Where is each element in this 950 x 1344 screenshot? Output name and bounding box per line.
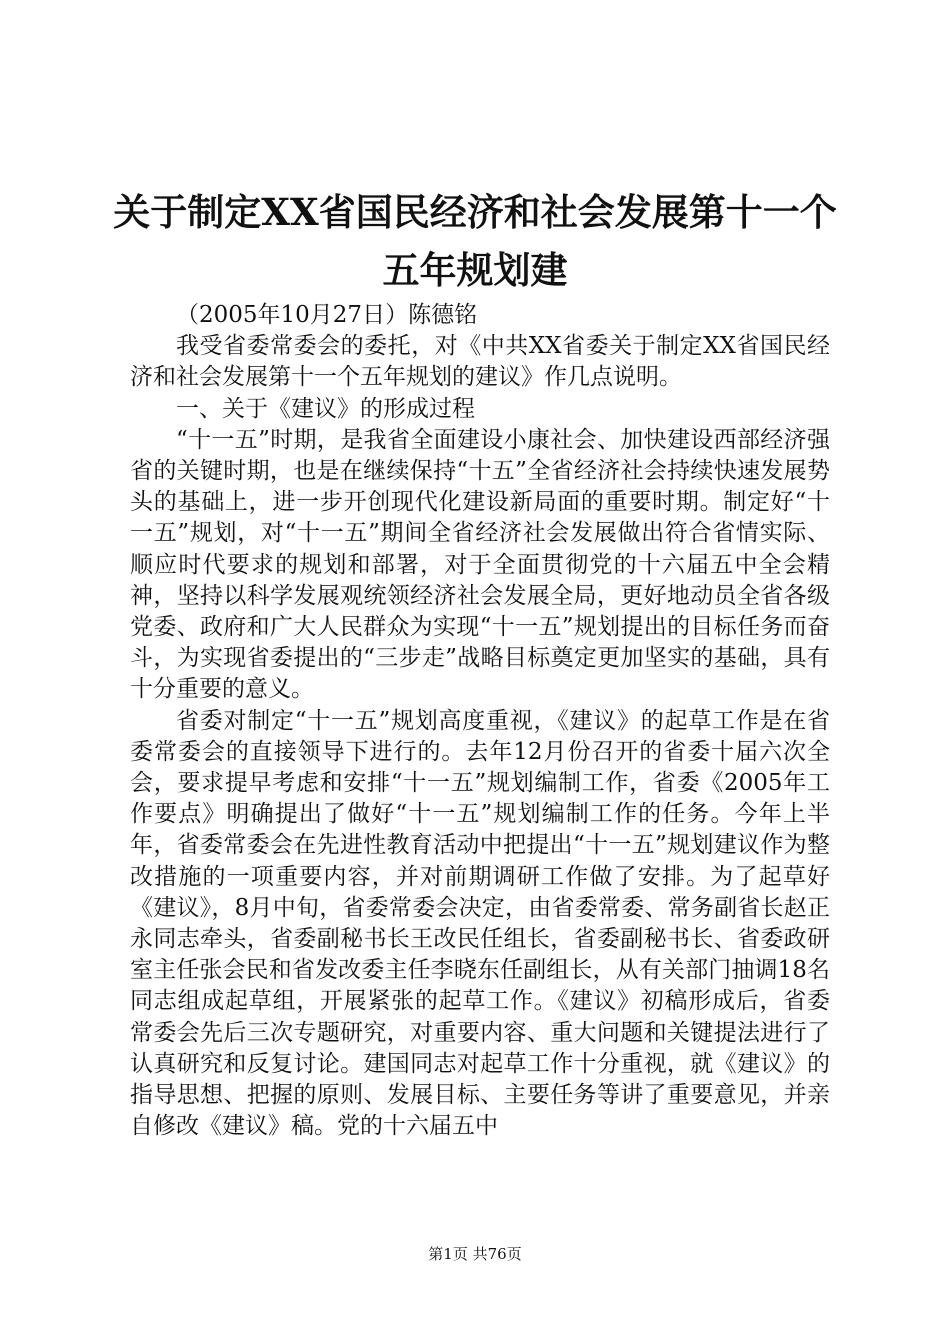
document-body bbox=[130, 300, 830, 1142]
document-title-line-2: 五年规划建 bbox=[382, 248, 568, 292]
paragraph-intro: 我受省委常委会的委托，对《中共XX省委关于制定XX省国民经济和社会发展第十一个五年规划的建议》作几点说明。 bbox=[130, 333, 830, 391]
paragraph-drafting-process: 省委对制定“十一五”规划高度重视，《建议》的起草工作是在省委常委会的直接领导下进行的。去年12月份召开的省委十届六次全会，要求提早考虑和安排“十一五”规划编制工作，省委《2005年工作要点》明确提出了做好“十一五”规划编制工作的任务。今年上半年，省委常委会在先进性教育活动中把提出“十一五”规划建议作为整改措施的一项重要内容，并对前期调研工作做了安排。为了起草好《建议》，8月中旬，省委常委会决定，由省委常委、常务副省长赵正永同志牵头，省委副秘书长王改民任组长，省委副秘书长、省委政研室主任张会民和省发改委主任李晓东任副组长，从有关部门抽调18名同志组成起草组，开展紧张的起草工作。《建议》初稿形成后，省委常委会先后三次专题研究，对重要内容、重大问题和关键提法进行了认真研究和反复讨论。建国同志对起草工作十分重视，就《建议》的指导思想、把握的原则、发展目标、主要任务等讲了重要意见，并亲自修改《建议》稿。党的十六届五中 bbox=[130, 707, 830, 1140]
date-author-line: （2005年10月27日）陈德铭 bbox=[176, 302, 478, 328]
page-number-footer: 第1页 共76页 bbox=[428, 1245, 522, 1263]
section-heading: 一、关于《建议》的形成过程 bbox=[176, 395, 475, 422]
paragraph-significance: “十一五”时期，是我省全面建设小康社会、加快建设西部经济强省的关键时期，也是在继续保持“十五”全省经济社会持续快速发展势头的基础上，进一步开创现代化建设新局面的重要时期。制定好“十一五”规划，对“十一五”期间全省经济社会发展做出符合省情实际、顺应时代要求的规划和部署，对于全面贯彻党的十六届五中全会精神，坚持以科学发展观统领经济社会发展全局，更好地动员全省各级党委、政府和广大人民群众为实现“十一五”规划提出的目标任务而奋斗，为实现省委提出的“三步走”战略目标奠定更加坚实的基础，具有十分重要的意义。 bbox=[130, 426, 830, 703]
document-title-line-1: 关于制定XX省国民经济和社会发展第十一个 bbox=[113, 190, 837, 234]
